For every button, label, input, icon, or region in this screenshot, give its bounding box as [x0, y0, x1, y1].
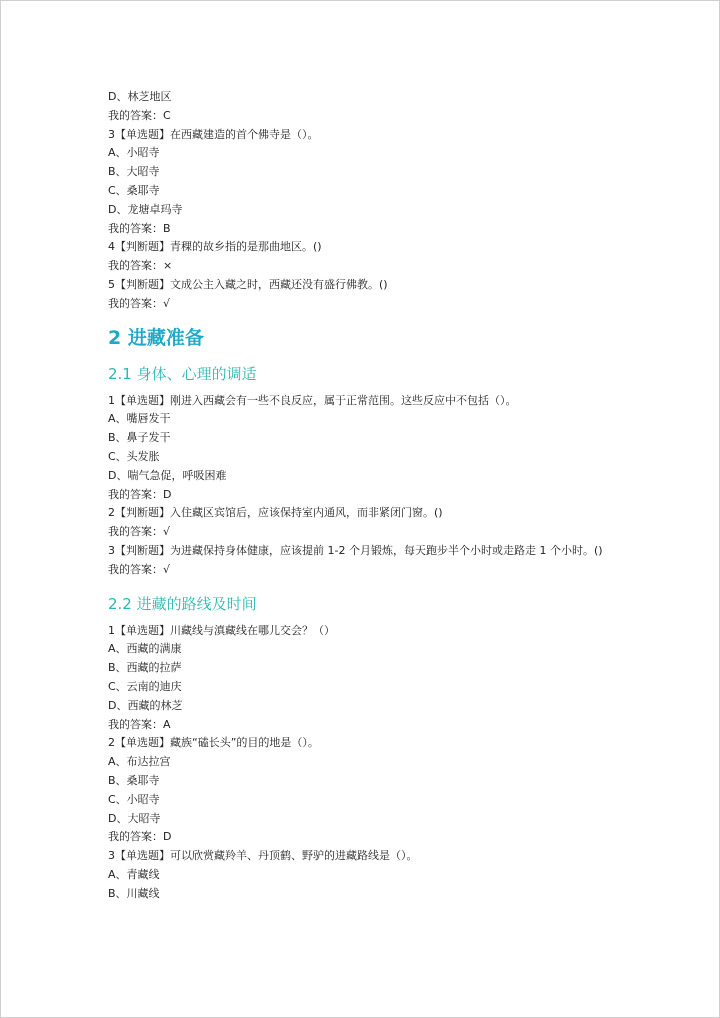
option-a: A、布达拉宫	[108, 755, 171, 769]
question-4: 4【判断题】青稞的故乡指的是那曲地区。()	[108, 240, 322, 254]
my-answer: 我的答案：√	[108, 296, 171, 310]
my-answer: 我的答案：D	[108, 487, 172, 501]
my-answer: 我的答案：×	[108, 259, 173, 273]
my-answer: 我的答案：C	[108, 108, 171, 122]
question-1: 1【单选题】刚进入西藏会有一些不良反应，属于正常范围。这些反应中不包括（）。	[108, 393, 517, 407]
option-b: B、鼻子发干	[108, 431, 171, 445]
section-2-1-heading: 2.1 身体、心理的调适	[108, 364, 257, 383]
option-c: C、小昭寺	[108, 792, 160, 806]
option-c: C、云南的迪庆	[108, 679, 182, 693]
option-b: B、川藏线	[108, 886, 160, 900]
my-answer: 我的答案：A	[108, 717, 171, 731]
section-2-2-body	[108, 622, 628, 904]
my-answer: 我的答案：D	[108, 830, 172, 844]
option-d: D、大昭寺	[108, 811, 161, 825]
option-b: B、西藏的拉萨	[108, 661, 182, 675]
section-2-1-body	[108, 392, 628, 580]
chapter-2-heading: 2 进藏准备	[108, 326, 204, 349]
option-c: C、桑耶寺	[108, 183, 160, 197]
option-d: D、林芝地区	[108, 90, 172, 103]
question-5: 5【判断题】文成公主入藏之时，西藏还没有盛行佛教。()	[108, 277, 388, 291]
option-a: A、小昭寺	[108, 146, 160, 160]
section-2-2-heading: 2.2 进藏的路线及时间	[108, 594, 257, 613]
question-3: 3【单选题】可以欣赏藏羚羊、丹顶鹤、野驴的进藏路线是（）。	[108, 849, 418, 863]
question-3: 3【判断题】为进藏保持身体健康，应该提前 1-2 个月锻炼，每天跑步半个小时或走路走 1 个小时。()	[108, 543, 603, 557]
option-c: C、头发胀	[108, 449, 160, 463]
my-answer: 我的答案：√	[108, 562, 171, 576]
option-a: A、西藏的满康	[108, 642, 182, 656]
option-d: D、龙塘卓玛寺	[108, 202, 183, 216]
option-b: B、大昭寺	[108, 165, 160, 179]
section1-tail	[108, 88, 628, 314]
question-2: 2【单选题】藏族“磕长头”的目的地是（）。	[108, 736, 319, 750]
my-answer: 我的答案：B	[108, 221, 171, 235]
question-2: 2【判断题】入住藏区宾馆后，应该保持室内通风，而非紧闭门窗。()	[108, 506, 443, 520]
option-d: D、喘气急促，呼吸困难	[108, 468, 227, 482]
my-answer: 我的答案：√	[108, 525, 171, 539]
option-a: A、青藏线	[108, 867, 160, 881]
option-d: D、西藏的林芝	[108, 698, 183, 712]
question-1: 1【单选题】川藏线与滇藏线在哪儿交会？（）	[108, 623, 335, 637]
option-b: B、桑耶寺	[108, 773, 160, 787]
question-3: 3【单选题】在西藏建造的首个佛寺是（）。	[108, 127, 319, 141]
document-body	[108, 88, 628, 903]
option-a: A、嘴唇发干	[108, 412, 171, 426]
